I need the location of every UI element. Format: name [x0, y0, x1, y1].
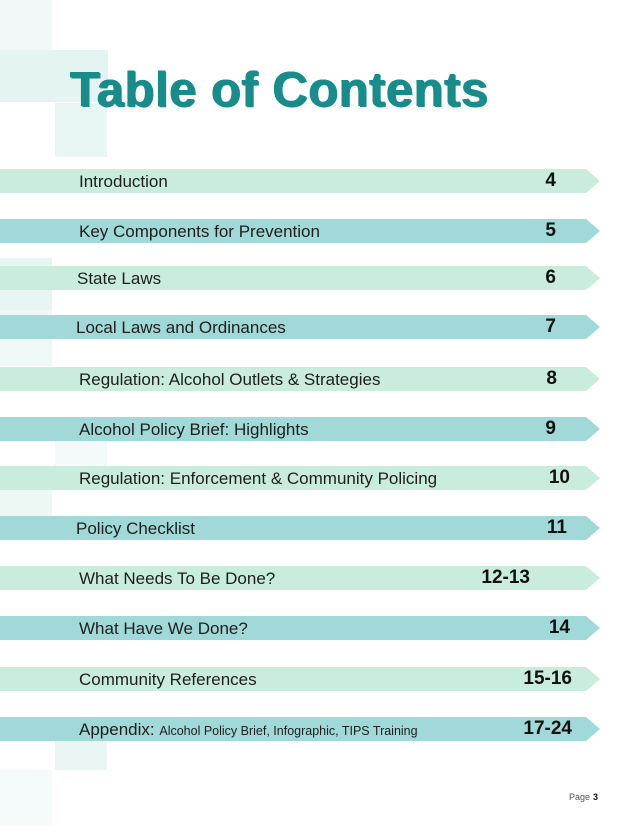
toc-entry-label: Introduction [79, 172, 168, 191]
page-footer [569, 792, 598, 802]
toc-entry-regulation-alcohol-outlets[interactable] [0, 367, 600, 391]
toc-entry-sublabel: Alcohol Policy Brief, Infographic, TIPS Training [159, 724, 418, 738]
toc-entry-community-references[interactable] [0, 667, 600, 691]
toc-entry-page: 4 [545, 170, 556, 191]
toc-entry-what-needs-to-be-done[interactable] [0, 566, 600, 590]
toc-entry-introduction[interactable] [0, 169, 600, 193]
toc-entry-alcohol-policy-brief[interactable] [0, 417, 600, 441]
toc-entry-label [79, 719, 418, 742]
toc-entry-page: 5 [545, 220, 556, 241]
toc-entry-page: 11 [546, 517, 567, 538]
decorative-square [0, 770, 52, 826]
toc-entry-label: Alcohol Policy Brief: Highlights [79, 420, 309, 439]
toc-entry-label: What Have We Done? [79, 619, 248, 638]
toc-entry-label-main: Appendix: [79, 720, 155, 739]
toc-entry-key-components[interactable] [0, 219, 600, 243]
toc-entry-label: Regulation: Enforcement & Community Policing [79, 469, 438, 488]
toc-entry-appendix[interactable] [0, 717, 600, 741]
toc-entry-what-have-we-done[interactable] [0, 616, 600, 640]
toc-entry-label: Policy Checklist [76, 519, 196, 538]
toc-entry-page: 7 [545, 316, 556, 337]
toc-entry-page: 8 [546, 368, 557, 389]
toc-entry-state-laws[interactable] [0, 266, 600, 290]
toc-entry-label: Local Laws and Ordinances [76, 318, 286, 337]
toc-entry-page: 12-13 [481, 567, 530, 588]
toc-entry-label: What Needs To Be Done? [79, 569, 276, 588]
toc-entry-page: 10 [548, 467, 570, 488]
toc-entry-local-laws[interactable] [0, 315, 600, 339]
toc-entry-label: Regulation: Alcohol Outlets & Strategies [79, 370, 381, 389]
toc-entry-page: 15-16 [523, 668, 572, 689]
toc-entry-page: 6 [545, 267, 556, 288]
toc-entry-regulation-enforcement[interactable] [0, 466, 600, 490]
footer-page-label: Page [568, 792, 590, 802]
footer-page-number: 3 [592, 792, 598, 802]
page-title: Table of Contents [70, 63, 489, 117]
toc-entry-page: 14 [548, 617, 570, 638]
toc-entry-policy-checklist[interactable] [0, 516, 600, 540]
toc-entry-label: State Laws [77, 269, 162, 288]
toc-entry-label: Key Components for Prevention [79, 222, 320, 241]
toc-entry-page: 9 [545, 418, 556, 439]
toc-entry-page: 17-24 [523, 718, 572, 739]
toc-entry-label: Community References [79, 670, 257, 689]
